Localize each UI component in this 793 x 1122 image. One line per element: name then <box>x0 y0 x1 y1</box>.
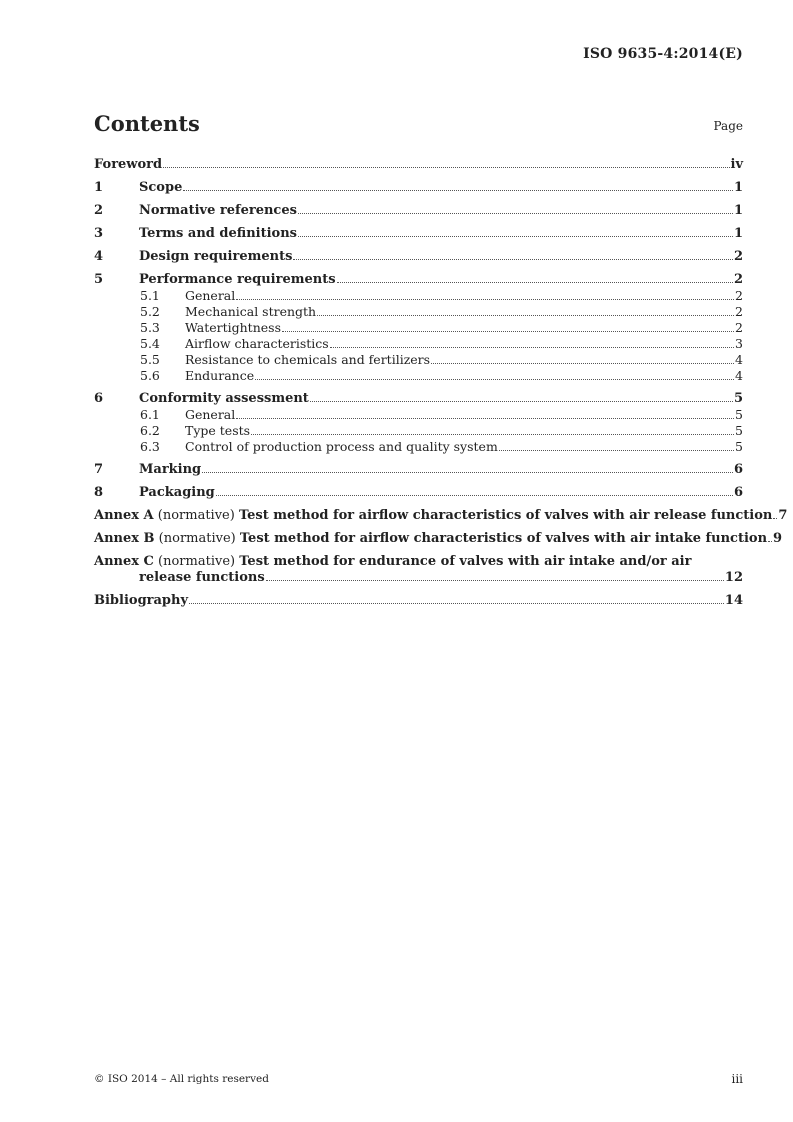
toc-entry-page: 5 <box>735 439 743 454</box>
toc-entry-page: 5 <box>735 407 743 422</box>
toc-entry-title: Packaging <box>139 485 215 500</box>
toc-entry-title: General <box>185 288 236 303</box>
annex-label: Annex C <box>94 554 154 569</box>
toc-entry-annex-b[interactable] <box>94 531 783 547</box>
annex-type: (normative) <box>158 531 236 546</box>
toc-entry-page: 1 <box>733 203 743 218</box>
toc-entry-number: 4 <box>94 249 104 264</box>
toc-entry-title: Type tests <box>185 423 251 438</box>
toc-entry-title: Watertightness <box>185 320 281 335</box>
annex-title: Test method for endurance of valves with air intake and/or air <box>239 554 692 569</box>
dot-leader <box>282 331 734 332</box>
toc-entry-page: 2 <box>735 288 743 303</box>
toc-entry-page: 2 <box>733 249 743 264</box>
toc-entry-page: 5 <box>733 391 743 406</box>
toc-entry-title: Endurance <box>185 368 255 383</box>
toc-subentry-general[interactable] <box>94 407 743 423</box>
copyright-notice: © ISO 2014 – All rights reserved <box>94 1073 269 1085</box>
toc-entry-title: Bibliography <box>94 593 189 608</box>
toc-entry-page: 2 <box>735 320 743 335</box>
toc-subentry-endurance[interactable] <box>94 368 743 384</box>
dot-leader <box>499 450 734 451</box>
table-of-contents <box>94 154 788 609</box>
toc-subentry-airflow-characteristics[interactable] <box>94 336 743 352</box>
toc-entry-terms-and-definitions[interactable] <box>94 226 743 242</box>
annex-title-continued: release functions <box>139 570 265 585</box>
toc-entry-title: Control of production process and quality system <box>185 439 498 454</box>
toc-entry-scope[interactable] <box>94 180 743 196</box>
toc-entry-page: 2 <box>733 272 743 287</box>
toc-entry-conformity-assessment[interactable] <box>94 391 743 407</box>
toc-entry-title: Terms and definitions <box>139 226 297 241</box>
dot-leader <box>202 472 733 473</box>
dot-leader <box>310 401 733 402</box>
toc-entry-title: Conformity assessment <box>139 391 309 406</box>
dot-leader <box>773 518 777 519</box>
dot-leader <box>251 434 734 435</box>
toc-entry-number: 6.3 <box>140 439 160 454</box>
toc-entry-number: 7 <box>94 462 104 477</box>
toc-entry-title: Foreword <box>94 157 163 172</box>
toc-annex-heading <box>94 531 767 547</box>
dot-leader <box>293 259 733 260</box>
dot-leader <box>216 495 733 496</box>
toc-subentry-resistance-to-chemicals[interactable] <box>94 352 743 368</box>
toc-entry-bibliography[interactable] <box>94 593 743 609</box>
page-column-label: Page <box>713 119 743 133</box>
dot-leader <box>255 379 734 380</box>
toc-entry-number: 5.4 <box>140 336 160 351</box>
toc-entry-marking[interactable] <box>94 462 743 478</box>
toc-entry-page: 9 <box>773 531 783 546</box>
toc-subentry-control-of-production[interactable] <box>94 439 743 455</box>
toc-entry-page: 1 <box>733 226 743 241</box>
toc-entry-number: 3 <box>94 226 104 241</box>
annex-type: (normative) <box>157 508 235 523</box>
toc-entry-page: 5 <box>735 423 743 438</box>
toc-annex-heading <box>94 554 743 570</box>
toc-entry-annex-a[interactable] <box>94 508 788 524</box>
toc-entry-number: 5.3 <box>140 320 160 335</box>
toc-entry-annex-c[interactable] <box>94 554 743 586</box>
toc-entry-page: 12 <box>724 570 743 585</box>
toc-entry-page: 4 <box>735 352 743 367</box>
toc-entry-number: 1 <box>94 180 104 195</box>
dot-leader <box>768 541 772 542</box>
dot-leader <box>183 190 733 191</box>
toc-subentry-general[interactable] <box>94 288 743 304</box>
dot-leader <box>236 418 734 419</box>
toc-entry-page: 14 <box>724 593 743 608</box>
annex-type: (normative) <box>158 554 236 569</box>
toc-entry-number: 5.1 <box>140 288 160 303</box>
page-number: iii <box>731 1072 743 1086</box>
annex-label: Annex B <box>94 531 155 546</box>
toc-entry-number: 5.2 <box>140 304 160 319</box>
toc-entry-title: Mechanical strength <box>185 304 317 319</box>
toc-entry-page: 7 <box>778 508 788 523</box>
toc-entry-design-requirements[interactable] <box>94 249 743 265</box>
toc-entry-title: Scope <box>139 180 183 195</box>
toc-entry-number: 6 <box>94 391 104 406</box>
dot-leader <box>236 299 734 300</box>
toc-entry-page: 6 <box>733 485 743 500</box>
toc-entry-number: 5.6 <box>140 368 160 383</box>
toc-entry-number: 6.1 <box>140 407 160 422</box>
toc-annex-heading <box>94 508 772 524</box>
dot-leader <box>317 315 734 316</box>
toc-entry-normative-references[interactable] <box>94 203 743 219</box>
dot-leader <box>431 363 734 364</box>
dot-leader <box>163 167 729 168</box>
toc-subentry-watertightness[interactable] <box>94 320 743 336</box>
toc-entry-page: 1 <box>733 180 743 195</box>
toc-entry-title: Airflow characteristics <box>185 336 329 351</box>
toc-subentry-mechanical-strength[interactable] <box>94 304 743 320</box>
toc-entry-number: 2 <box>94 203 104 218</box>
toc-entry-page: 4 <box>735 368 743 383</box>
dot-leader <box>298 236 733 237</box>
toc-entry-number: 5 <box>94 272 104 287</box>
toc-entry-number: 8 <box>94 485 104 500</box>
dot-leader <box>298 213 733 214</box>
toc-entry-title: General <box>185 407 236 422</box>
dot-leader <box>189 603 724 604</box>
toc-entry-page: 3 <box>735 336 743 351</box>
toc-entry-foreword[interactable] <box>94 157 743 173</box>
contents-title: Contents <box>94 111 200 136</box>
annex-title: Test method for airflow characteristics of valves with air intake function <box>239 531 768 546</box>
toc-subentry-type-tests[interactable] <box>94 423 743 439</box>
dot-leader <box>330 347 734 348</box>
toc-entry-page: iv <box>730 157 743 172</box>
toc-entry-title: Design requirements <box>139 249 293 264</box>
toc-entry-title: Marking <box>139 462 202 477</box>
toc-entry-number: 6.2 <box>140 423 160 438</box>
toc-entry-page: 6 <box>733 462 743 477</box>
toc-entry-title: Resistance to chemicals and fertilizers <box>185 352 431 367</box>
annex-title: Test method for airflow characteristics of valves with air release function <box>238 508 773 523</box>
toc-entry-number: 5.5 <box>140 352 160 367</box>
dot-leader <box>337 282 733 283</box>
toc-entry-title: Performance requirements <box>139 272 336 287</box>
toc-entry-title: Normative references <box>139 203 297 218</box>
annex-label: Annex A <box>94 508 154 523</box>
document-id: ISO 9635-4:2014(E) <box>583 46 743 62</box>
toc-entry-packaging[interactable] <box>94 485 743 501</box>
toc-entry-performance-requirements[interactable] <box>94 272 743 288</box>
toc-entry-page: 2 <box>735 304 743 319</box>
dot-leader <box>266 580 724 581</box>
